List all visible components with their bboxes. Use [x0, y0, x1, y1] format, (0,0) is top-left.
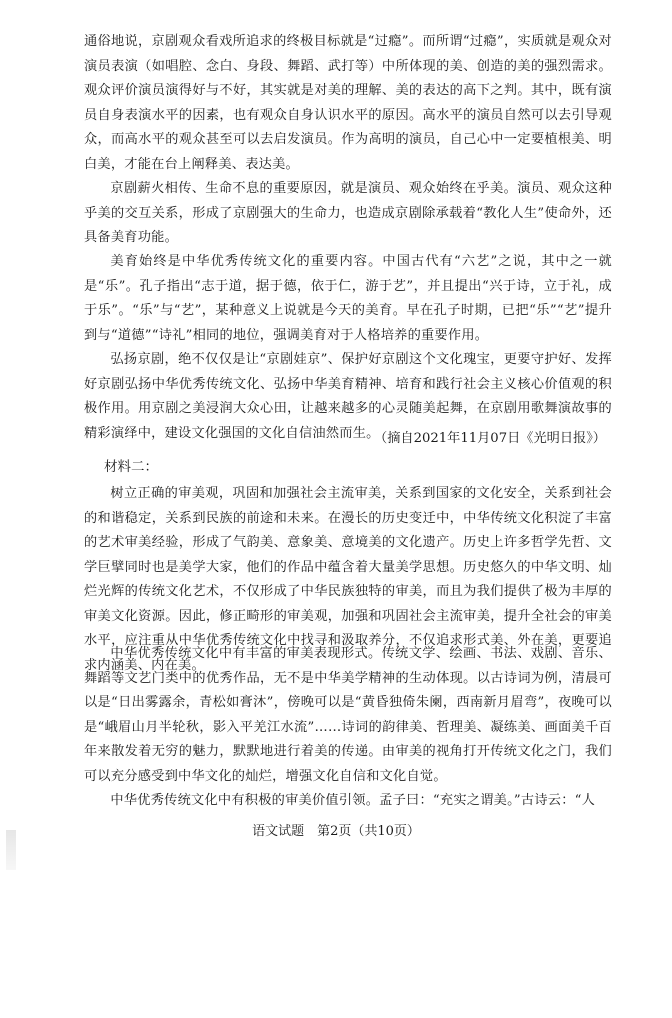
paragraph-material2-2: 中华优秀传统文化中有丰富的审美表现形式。传统文学、绘画、书法、戏剧、音乐、舞蹈等文艺门类中的优秀作品，无不是中华美学精神的生动体现。以古诗词为例，清晨可以是“日出雾露余，青松如膏沐”，傍晚可以是“黄昏独倚朱阑，西南新月眉弯”，夜晚可以是“峨眉山月半轮秋，影入平羌江水流”……诗词的韵律美、哲理美、凝练美、画面美千百年来散发着无穷的魅力，默默地进行着美的传递。由审美的视角打开传统文化之门，我们可以充分感受到中华文化的灿烂，增强文化自信和文化自觉。 — [84, 646, 612, 784]
paragraph-material1-3: 美育始终是中华优秀传统文化的重要内容。中国古代有“六艺”之说，其中之一就是“乐”。孔子指出“志于道，据于德，依于仁，游于艺”，并且提出“兴于诗，立于礼，成于乐”。“乐”与“艺”，某种意义上说就是今天的美育。早在孔子时期，已把“乐”“艺”提升到与“道德”“诗礼”相同的地位，强调美育对于人格培养的重要作用。 — [84, 254, 612, 343]
material2-heading: 材料二： — [104, 459, 158, 475]
paragraph-material1-4: 弘扬京剧，绝不仅仅是让“京剧娃京”、保护好京剧这个文化瑰宝，更要守护好、发挥好京剧弘扬中华优秀传统文化、弘扬中华美育精神、培育和践行社会主义核心价值观的积极作用。用京剧之美浸润大众心田，让越来越多的心灵随美起舞，在京剧用歌舞演故事的精彩演绎中，建设文化强国的文化自信油然而生。 — [84, 352, 612, 441]
source-citation: （摘自2021年11月07日《光明日报》） — [374, 431, 606, 446]
paragraph-material1-2: 京剧薪火相传、生命不息的重要原因，就是演员、观众始终在乎美。演员、观众这种乎美的交互关系，形成了京剧强大的生命力，也造成京剧除承载着“教化人生”使命外，还具备美育功能。 — [84, 181, 612, 245]
page-footer: 语文试题 第2页（共10页） — [252, 824, 420, 839]
scan-edge-mark — [6, 830, 16, 870]
paragraph-material1-1: 通俗地说，京剧观众看戏所追求的终极目标就是“过瘾”。而所谓“过瘾”，实质就是观众对演员表演（如唱腔、念白、身段、舞蹈、武打等）中所体现的美、创造的美的强烈需求。观众评价演员演得好与不好，其实就是对美的理解、美的表达的高下之判。其中，既有演员自身表演水平的因素，也有观众自身认识水平的原因。高水平的演员自然可以去引导观众，而高水平的观众甚至可以去启发演员。作为高明的演员，自己心中一定要植根美、明白美，才能在台上阐释美、表达美。 — [84, 34, 612, 172]
paragraph-material2-3: 中华优秀传统文化中有积极的审美价值引领。孟子曰：“充实之谓美。”古诗云：“人 — [110, 793, 596, 808]
paragraph-material2-1: 树立正确的审美观，巩固和加强社会主流审美，关系到国家的文化安全，关系到社会的和谐稳定，关系到民族的前途和未来。在漫长的历史变迁中，中华传统文化积淀了丰富的艺术审美经验，形成了气韵美、意象美、意境美的文化遗产。历史上许多哲学先哲、文学巨擘同时也是美学大家，他们的作品中蕴含着大量美学思想。历史悠久的中华文明、灿烂光辉的传统文化艺术，不仅形成了中华民族独特的审美，而且为我们提供了极为丰厚的审美文化资源。因此，修正畸形的审美观，加强和巩固社会主流审美，提升全社会的审美水平，应注重从中华优秀传统文化中找寻和汲取养分，不仅追求形式美、外在美，更要追求内涵美、内在美。 — [84, 486, 612, 673]
